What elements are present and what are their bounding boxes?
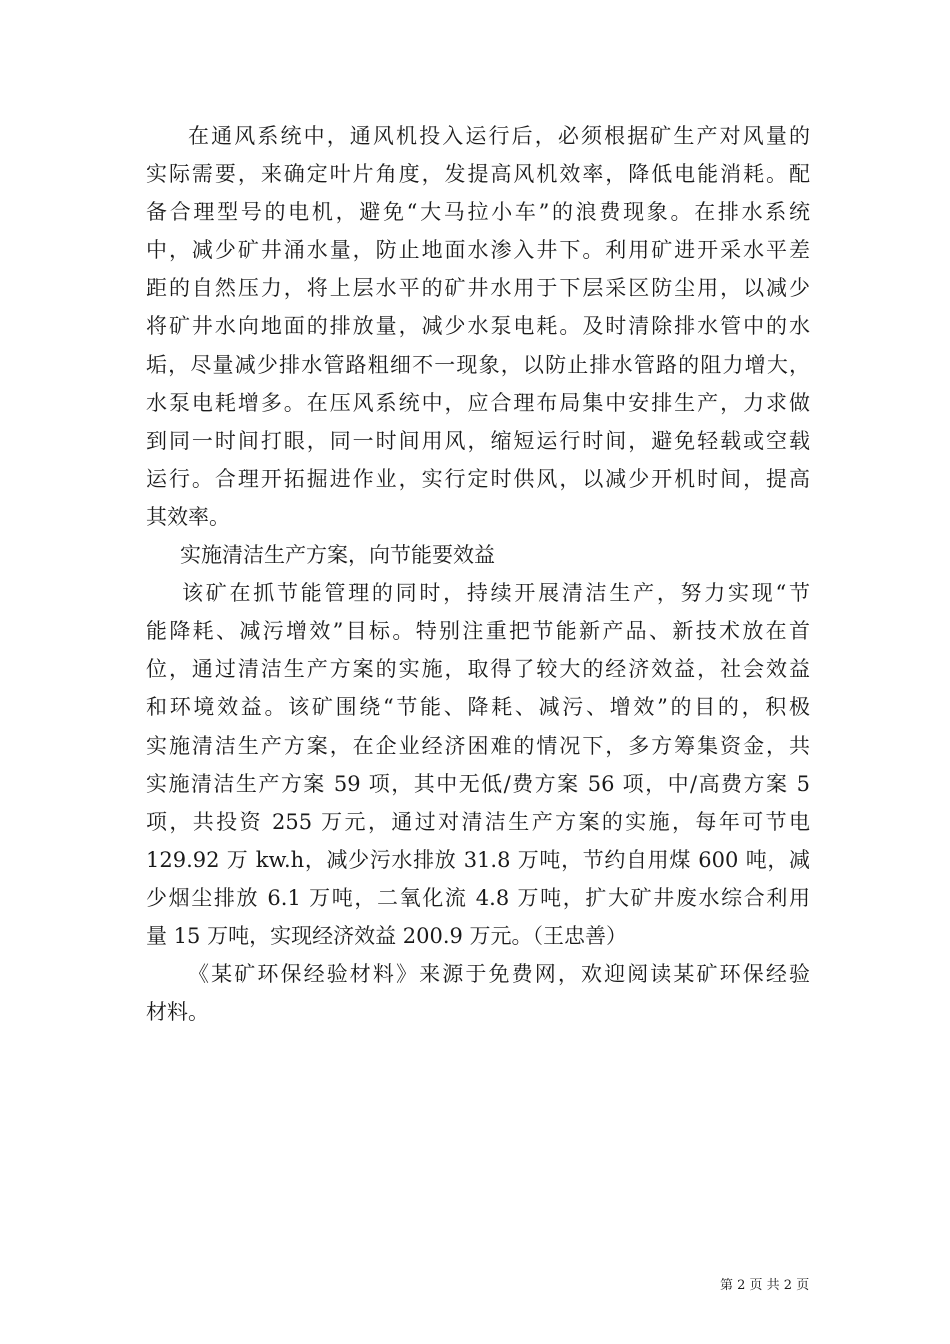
paragraph-line: 量 15 万吨，实现经济效益 200.9 万元。（王忠善）	[146, 923, 628, 948]
paragraph-line: 材料。	[146, 1000, 209, 1025]
paragraph-line: 该矿在抓节能管理的同时，持续开展清洁生产，努力实现“节	[182, 581, 810, 606]
paragraph-line: 少烟尘排放 6.1 万吨，二氧化流 4.8 万吨，扩大矿井废水综合利用	[146, 885, 810, 910]
paragraph-line: 和环境效益。该矿围绕“节能、降耗、减污、增效”的目的，积极	[146, 695, 810, 720]
paragraph-line: 距的自然压力，将上层水平的矿井水用于下层采区防尘用，以减少	[146, 276, 810, 301]
paragraph-line: 位，通过清洁生产方案的实施，取得了较大的经济效益，社会效益	[146, 657, 810, 682]
paragraph-line: 实施清洁生产方案 59 项，其中无低/费方案 56 项，中/高费方案 5	[146, 771, 810, 796]
paragraph-ventilation	[146, 117, 810, 536]
section-heading: 实施清洁生产方案，向节能要效益	[180, 543, 495, 568]
paragraph-line: 将矿井水向地面的排放量，减少水泵电耗。及时清除排水管中的水	[146, 314, 810, 339]
paragraph-clean-production	[146, 574, 810, 955]
paragraph-line: 备合理型号的电机，避免“大马拉小车”的浪费现象。在排水系统	[146, 200, 810, 225]
document-body	[146, 117, 810, 1031]
paragraph-line: 《某矿环保经验材料》来源于免费网，欢迎阅读某矿环保经验	[188, 962, 810, 987]
paragraph-line: 其效率。	[146, 504, 230, 529]
page-number: 第 2 页 共 2 页	[720, 1278, 810, 1293]
paragraph-line: 实施清洁生产方案，在企业经济困难的情况下，多方筹集资金，共	[146, 733, 810, 758]
paragraph-line: 垢，尽量减少排水管路粗细不一现象，以防止排水管路的阻力增大，	[146, 352, 810, 377]
paragraph-line: 实际需要，来确定叶片角度，发提高风机效率，降低电能消耗。配	[146, 162, 810, 187]
paragraph-line: 中，减少矿井涌水量，防止地面水渗入井下。利用矿进开采水平差	[146, 238, 810, 263]
paragraph-line: 到同一时间打眼，同一时间用风，缩短运行时间，避免轻载或空载	[146, 428, 810, 453]
paragraph-line: 水泵电耗增多。在压风系统中，应合理布局集中安排生产，力求做	[146, 390, 810, 415]
paragraph-line: 129.92 万 kw.h，减少污水排放 31.8 万吨，节约自用煤 600 吨，减	[146, 847, 810, 872]
paragraph-line: 能降耗、减污增效”目标。特别注重把节能新产品、新技术放在首	[146, 619, 810, 644]
paragraph-line: 运行。合理开拓掘进作业，实行定时供风，以减少开机时间，提高	[146, 466, 810, 491]
paragraph-line: 在通风系统中，通风机投入运行后，必须根据矿生产对风量的	[188, 124, 810, 148]
paragraph-source-note	[146, 955, 810, 1031]
paragraph-line: 项，共投资 255 万元，通过对清洁生产方案的实施，每年可节电	[146, 809, 810, 834]
